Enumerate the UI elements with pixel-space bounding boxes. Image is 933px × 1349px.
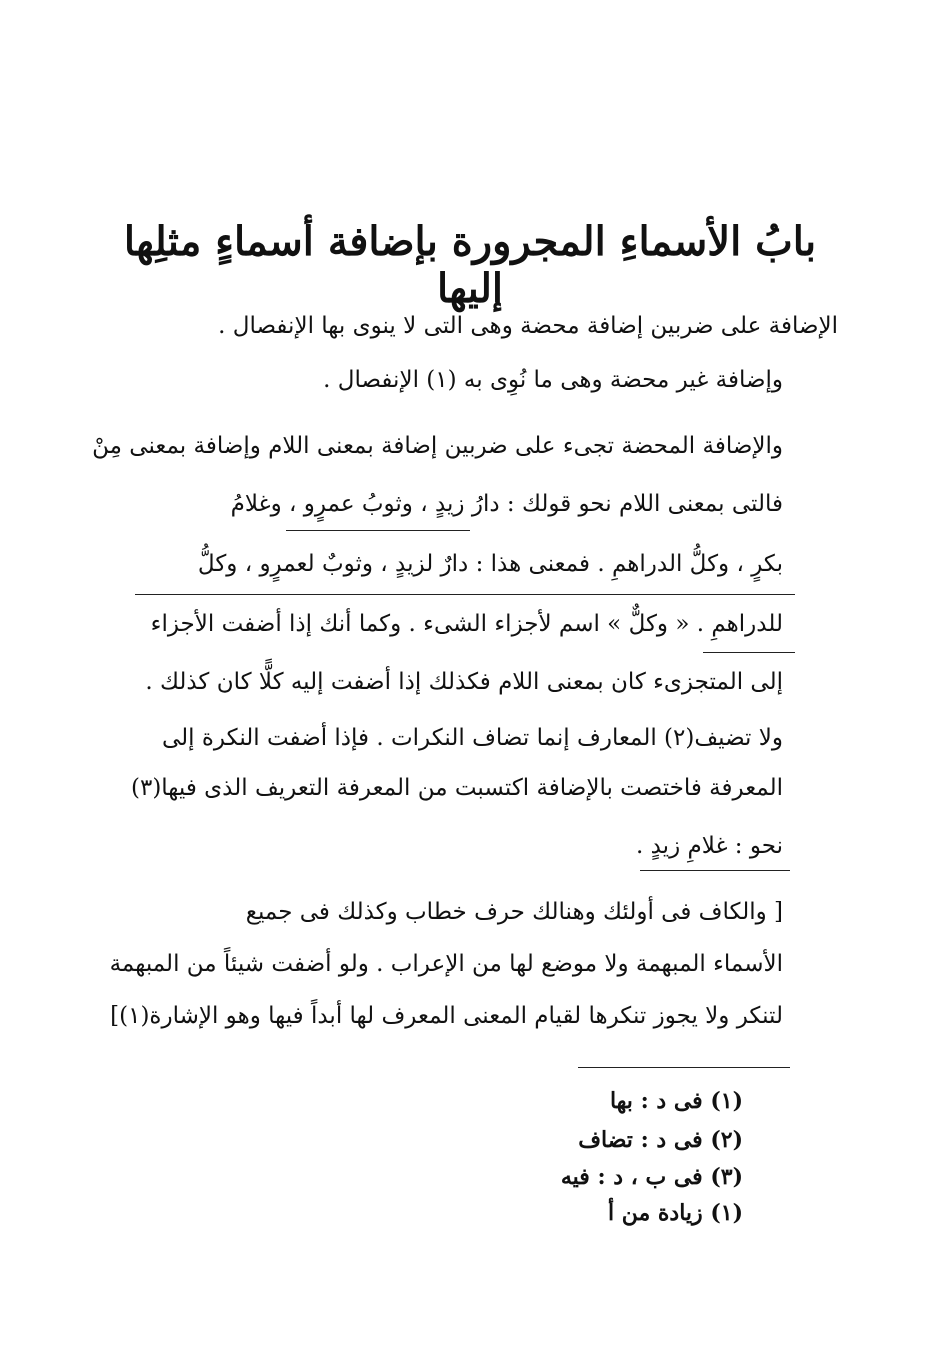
text-line: المعرفة فاختصت بالإضافة اكتسبت من المعرفة التعريف الذى فيها(٣) (130, 775, 783, 801)
text-line: فالتى بمعنى اللام نحو قولك : دارُ زيدٍ ، وثوبُ عمرٍو ، وغلامُ (230, 491, 783, 517)
text-line: لتنكر ولا يجوز تنكرها لقيام المعنى المعرف لها أبداً فيها وهو الإشارة(١)] (110, 1003, 783, 1029)
text-line: والإضافة المحضة تجىء على ضربين إضافة بمعنى اللام وإضافة بمعنى مِنْ (92, 433, 783, 459)
text-line: نحو : غلامِ زيدٍ . (635, 833, 783, 859)
text-line: [ والكاف فى أولئك وهنالك حرف خطاب وكذلك فى جميع (245, 899, 783, 925)
underline (135, 594, 795, 595)
text-line: ولا تضيف(٢) المعارف إنما تضاف النكرات . فإذا أضفت النكرة إلى (162, 725, 783, 751)
text-line: الإضافة على ضربين إضافة محضة وهى التى لا ينوى بها الإنفصال . (218, 313, 838, 339)
footnote: (٢) فى د : تضاف (578, 1127, 743, 1153)
text-line: وإضافة غير محضة وهى ما نُوِى به (١) الإنفصال . (323, 367, 783, 393)
text-line: للدراهمِ . « وكلٌّ » اسم لأجزاء الشىء . وكما أنك إذا أضفت الأجزاء (150, 611, 783, 637)
footnote: (١) زيادة من أ (607, 1200, 743, 1226)
underline (286, 530, 470, 531)
underline (640, 870, 790, 871)
footnote-separator (578, 1067, 790, 1068)
chapter-title: بابُ الأسماءِ المجرورة بإضافة أسماءٍ مثلِها إليها (123, 218, 817, 312)
text-line: الأسماء المبهمة ولا موضع لها من الإعراب . ولو أضفت شيئاً من المبهمة (109, 951, 783, 977)
text-line: بكرٍ ، وكلُّ الدراهمِ . فمعنى هذا : دارٌ لزيدٍ ، وثوبٌ لعمرٍو ، وكلُّ (197, 551, 783, 577)
footnote: (٣) فى ب ، د : فيه (560, 1164, 743, 1190)
underline (703, 652, 795, 653)
footnote: (١) فى د : بها (609, 1088, 743, 1114)
text-line: إلى المتجزىء كان بمعنى اللام فكذلك إذا أضفت إليه كلًّا كان كذلك . (145, 669, 783, 695)
